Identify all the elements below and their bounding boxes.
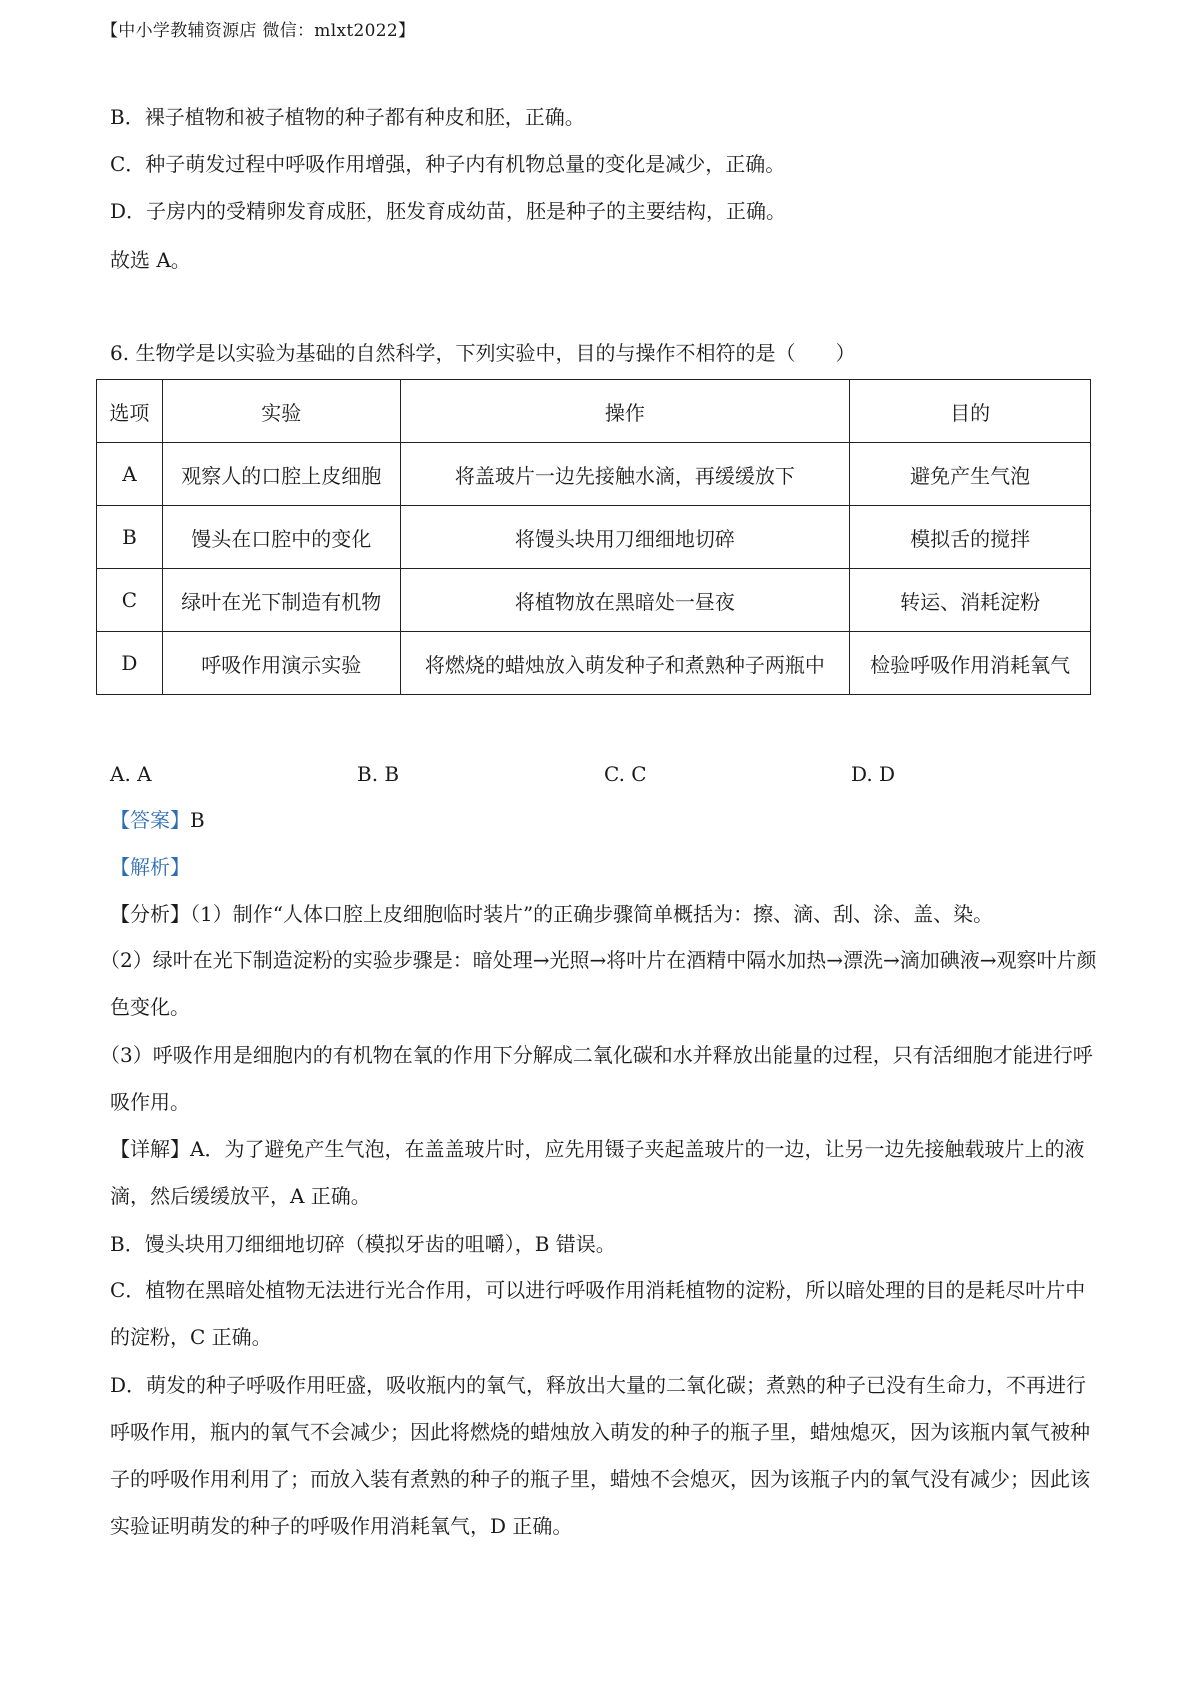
header-option: 选项 <box>97 380 163 443</box>
table-header-row <box>97 380 1091 443</box>
analysis-p1 <box>110 902 1105 926</box>
table-cell: 检验呼吸作用消耗氧气 <box>850 632 1091 695</box>
table-row <box>97 443 1091 506</box>
answer-label: 【答案】 <box>110 808 190 832</box>
table-cell: C <box>97 569 163 632</box>
table-row <box>97 569 1091 632</box>
table-cell: 将馒头块用刀细细地切碎 <box>400 506 850 569</box>
table-cell: 避免产生气泡 <box>850 443 1091 506</box>
header-purpose: 目的 <box>850 380 1091 443</box>
detail-a <box>110 1126 1100 1220</box>
prev-conclusion: 故选 A。 <box>110 248 191 272</box>
experiment-table <box>96 379 1091 695</box>
table-cell: 馒头在口腔中的变化 <box>162 506 400 569</box>
table-cell: 将燃烧的蜡烛放入萌发种子和煮熟种子两瓶中 <box>400 632 850 695</box>
analysis-label: 【解析】 <box>110 855 190 879</box>
analysis-p2: （2）绿叶在光下制造淀粉的实验步骤是：暗处理→光照→将叶片在酒精中隔水加热→漂洗→滴加碘液→观察叶片颜色变化。 <box>100 948 1097 1019</box>
table-cell: 呼吸作用演示实验 <box>162 632 400 695</box>
table-cell: 观察人的口腔上皮细胞 <box>162 443 400 506</box>
answer-value: B <box>190 808 205 832</box>
answer-line <box>110 808 1105 832</box>
analysis-p3: （3）呼吸作用是细胞内的有机物在氧的作用下分解成二氧化碳和水并释放出能量的过程，只有活细胞才能进行呼吸作用。 <box>100 1043 1093 1114</box>
table-cell: 将植物放在黑暗处一昼夜 <box>400 569 850 632</box>
table-cell: A <box>97 443 163 506</box>
option-a: A. A <box>110 762 152 786</box>
detail-a-text: A．为了避免产生气泡，在盖盖玻片时，应先用镊子夹起盖玻片的一边，让另一边先接触载玻片上的液滴，然后缓缓放平，A 正确。 <box>110 1137 1085 1208</box>
table-row <box>97 506 1091 569</box>
option-d: D. D <box>851 762 896 786</box>
prev-line-d: D．子房内的受精卵发育成胚，胚发育成幼苗，胚是种子的主要结构，正确。 <box>110 199 787 223</box>
prev-line-b: B．裸子植物和被子植物的种子都有种皮和胚，正确。 <box>110 105 585 129</box>
table-cell: D <box>97 632 163 695</box>
option-b: B. B <box>357 762 400 786</box>
question-stem: 6. 生物学是以实验为基础的自然科学，下列实验中，目的与操作不相符的是（ ） <box>110 341 856 365</box>
table-cell: 绿叶在光下制造有机物 <box>162 569 400 632</box>
header-operation: 操作 <box>400 380 850 443</box>
detail-tag: 【详解】 <box>110 1137 190 1161</box>
table-cell: B <box>97 506 163 569</box>
option-c: C. C <box>604 762 647 786</box>
detail-d: D．萌发的种子呼吸作用旺盛，吸收瓶内的氧气，释放出大量的二氧化碳；煮熟的种子已没有生命力，不再进行呼吸作用，瓶内的氧气不会减少；因此将燃烧的蜡烛放入萌发的种子的瓶子里，蜡烛熄灭，因为该瓶内氧气被种子的呼吸作用利用了；而放入装有煮熟的种子的瓶子里，蜡烛不会熄灭，因为该瓶子内的氧气没有减少；因此该实验证明萌发的种子的呼吸作用消耗氧气，D 正确。 <box>110 1373 1090 1538</box>
detail-c: C．植物在黑暗处植物无法进行光合作用，可以进行呼吸作用消耗植物的淀粉，所以暗处理的目的是耗尽叶片中的淀粉，C 正确。 <box>110 1278 1086 1349</box>
table-cell: 模拟舌的搅拌 <box>850 506 1091 569</box>
table-row <box>97 632 1091 695</box>
header-note: 【中小学教辅资源店 微信：mlxt2022】 <box>101 21 416 41</box>
header-experiment: 实验 <box>162 380 400 443</box>
prev-line-c: C．种子萌发过程中呼吸作用增强，种子内有机物总量的变化是减少，正确。 <box>110 152 786 176</box>
analysis-p1-text: （1）制作“人体口腔上皮细胞临时装片”的正确步骤简单概括为：擦、滴、刮、涂、盖、染。 <box>190 902 994 926</box>
analysis-tag: 【分析】 <box>110 902 190 926</box>
table-cell: 将盖玻片一边先接触水滴，再缓缓放下 <box>400 443 850 506</box>
table-cell: 转运、消耗淀粉 <box>850 569 1091 632</box>
detail-b: B．馒头块用刀细细地切碎（模拟牙齿的咀嚼），B 错误。 <box>110 1232 616 1256</box>
